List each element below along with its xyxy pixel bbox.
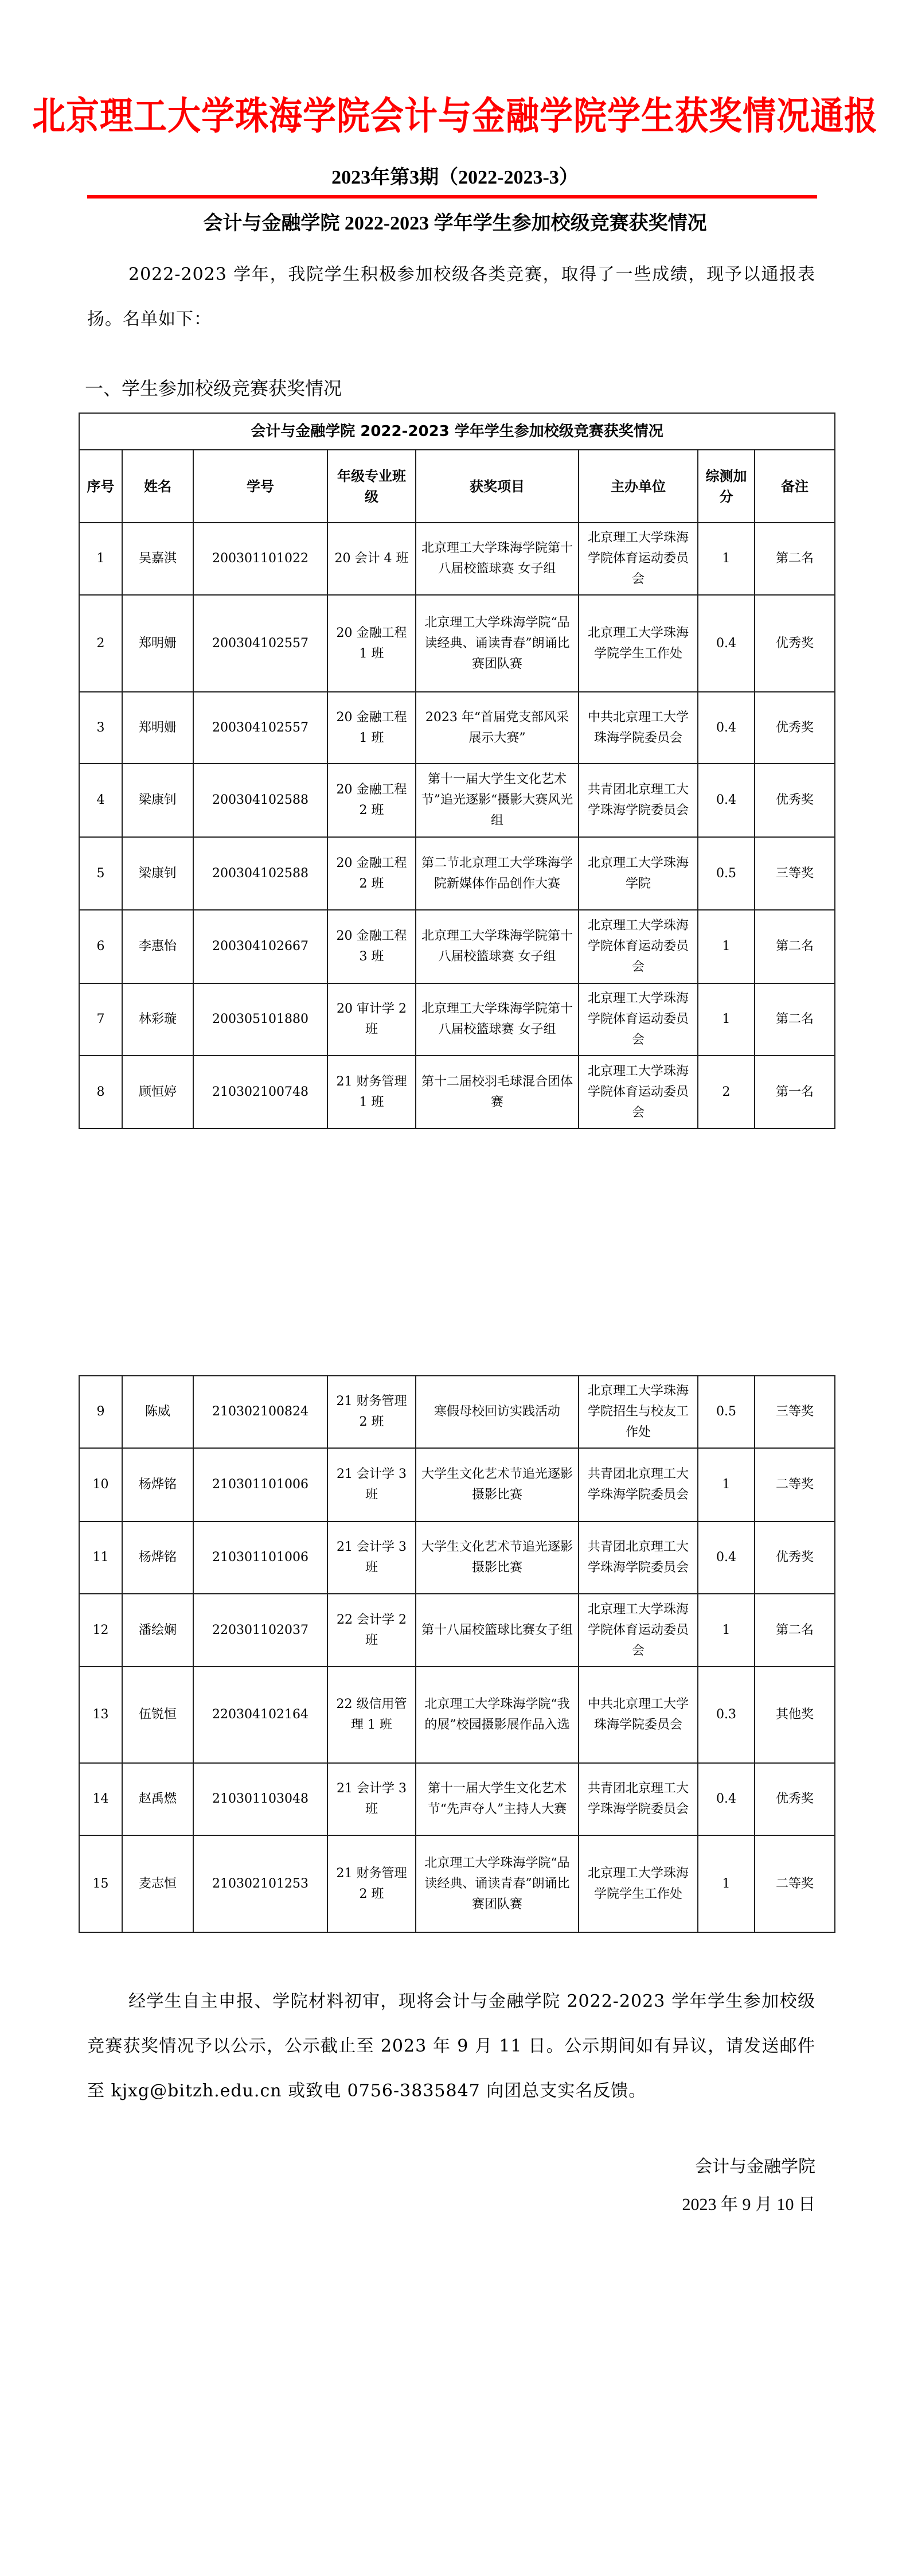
cell-project: 第十一届大学生文化艺术节“先声夺人”主持人大赛 bbox=[416, 1763, 579, 1835]
cell-note: 优秀奖 bbox=[755, 1763, 835, 1835]
cell-student-id: 200304102588 bbox=[193, 837, 327, 910]
table-row bbox=[79, 1056, 835, 1129]
cell-points: 0.4 bbox=[698, 1522, 755, 1594]
cell-points: 0.5 bbox=[698, 1376, 755, 1448]
cell-points: 2 bbox=[698, 1056, 755, 1129]
cell-no: 11 bbox=[79, 1522, 122, 1594]
awards-table-part2 bbox=[79, 1375, 835, 1933]
cell-name: 潘绘娴 bbox=[122, 1594, 193, 1667]
cell-organizer: 共青团北京理工大学珠海学院委员会 bbox=[579, 764, 698, 837]
cell-note: 优秀奖 bbox=[755, 595, 835, 692]
cell-no: 12 bbox=[79, 1594, 122, 1667]
cell-no: 8 bbox=[79, 1056, 122, 1129]
cell-student-id: 210301101006 bbox=[193, 1448, 327, 1522]
cell-no: 14 bbox=[79, 1763, 122, 1835]
cell-name: 李惠怡 bbox=[122, 910, 193, 983]
table-row bbox=[79, 595, 835, 692]
cell-student-id: 210301103048 bbox=[193, 1763, 327, 1835]
issue-number: 2023年第3期（2022-2023-3） bbox=[331, 167, 579, 188]
col-header-points: 综测加分 bbox=[698, 450, 755, 523]
cell-points: 1 bbox=[698, 910, 755, 983]
cell-project: 北京理工大学珠海学院第十八届校篮球赛 女子组 bbox=[416, 983, 579, 1056]
table-row bbox=[79, 1522, 835, 1594]
cell-name: 顾恒婷 bbox=[122, 1056, 193, 1129]
cell-class: 20 审计学 2 班 bbox=[327, 983, 416, 1056]
cell-organizer: 北京理工大学珠海学院体育运动委员会 bbox=[579, 910, 698, 983]
cell-student-id: 200304102557 bbox=[193, 692, 327, 764]
cell-note: 第二名 bbox=[755, 1594, 835, 1667]
cell-name: 吴嘉淇 bbox=[122, 523, 193, 595]
cell-project: 2023 年“首届党支部风采展示大赛” bbox=[416, 692, 579, 764]
cell-project: 北京理工大学珠海学院“品读经典、诵读青春”朗诵比赛团队赛 bbox=[416, 1835, 579, 1932]
cell-student-id: 210301101006 bbox=[193, 1522, 327, 1594]
cell-organizer: 北京理工大学珠海学院体育运动委员会 bbox=[579, 523, 698, 595]
cell-name: 梁康钊 bbox=[122, 837, 193, 910]
cell-student-id: 210302100824 bbox=[193, 1376, 327, 1448]
cell-name: 赵禹燃 bbox=[122, 1763, 193, 1835]
cell-student-id: 200304102588 bbox=[193, 764, 327, 837]
cell-class: 20 金融工程 1 班 bbox=[327, 692, 416, 764]
table-row bbox=[79, 692, 835, 764]
awards-table-part1 bbox=[79, 413, 835, 1129]
cell-project: 大学生文化艺术节追光逐影摄影比赛 bbox=[416, 1448, 579, 1522]
cell-no: 1 bbox=[79, 523, 122, 595]
cell-class: 21 财务管理 2 班 bbox=[327, 1376, 416, 1448]
cell-organizer: 北京理工大学珠海学院学生工作处 bbox=[579, 1835, 698, 1932]
cell-name: 麦志恒 bbox=[122, 1835, 193, 1932]
cell-no: 7 bbox=[79, 983, 122, 1056]
red-divider bbox=[87, 195, 817, 199]
table-row bbox=[79, 523, 835, 595]
cell-organizer: 北京理工大学珠海学院体育运动委员会 bbox=[579, 1056, 698, 1129]
cell-project: 第二节北京理工大学珠海学院新媒体作品创作大赛 bbox=[416, 837, 579, 910]
col-header-class: 年级专业班级 bbox=[327, 450, 416, 523]
cell-organizer: 北京理工大学珠海学院体育运动委员会 bbox=[579, 983, 698, 1056]
cell-class: 21 财务管理 1 班 bbox=[327, 1056, 416, 1129]
cell-note: 二等奖 bbox=[755, 1448, 835, 1522]
cell-project: 北京理工大学珠海学院第十八届校篮球赛 女子组 bbox=[416, 523, 579, 595]
signature-org: 会计与金融学院 bbox=[695, 2157, 815, 2176]
cell-student-id: 200305101880 bbox=[193, 983, 327, 1056]
cell-class: 21 会计学 3 班 bbox=[327, 1522, 416, 1594]
cell-points: 1 bbox=[698, 1594, 755, 1667]
cell-student-id: 200301101022 bbox=[193, 523, 327, 595]
cell-note: 第二名 bbox=[755, 983, 835, 1056]
main-title: 北京理工大学珠海学院会计与金融学院学生获奖情况通报 bbox=[32, 93, 878, 139]
table-row bbox=[79, 1448, 835, 1522]
cell-name: 林彩璇 bbox=[122, 983, 193, 1056]
cell-name: 陈威 bbox=[122, 1376, 193, 1448]
cell-organizer: 北京理工大学珠海学院招生与校友工作处 bbox=[579, 1376, 698, 1448]
cell-name: 梁康钊 bbox=[122, 764, 193, 837]
cell-note: 第一名 bbox=[755, 1056, 835, 1129]
cell-points: 0.4 bbox=[698, 1763, 755, 1835]
cell-no: 3 bbox=[79, 692, 122, 764]
col-header-organizer: 主办单位 bbox=[579, 450, 698, 523]
cell-project: 大学生文化艺术节追光逐影摄影比赛 bbox=[416, 1522, 579, 1594]
table-row bbox=[79, 1376, 835, 1448]
table-row bbox=[79, 1594, 835, 1667]
cell-student-id: 220304102164 bbox=[193, 1667, 327, 1763]
cell-note: 三等奖 bbox=[755, 1376, 835, 1448]
intro-paragraph: 2022-2023 学年，我院学生积极参加校级各类竞赛，取得了一些成绩，现予以通报表扬。名单如下： bbox=[87, 264, 815, 329]
cell-project: 北京理工大学珠海学院“我的展”校园摄影展作品入选 bbox=[416, 1667, 579, 1763]
cell-points: 1 bbox=[698, 983, 755, 1056]
table-row bbox=[79, 1667, 835, 1763]
cell-name: 郑明姗 bbox=[122, 692, 193, 764]
cell-organizer: 共青团北京理工大学珠海学院委员会 bbox=[579, 1522, 698, 1594]
cell-student-id: 200304102557 bbox=[193, 595, 327, 692]
table-row bbox=[79, 983, 835, 1056]
table-body-part2 bbox=[79, 1376, 835, 1932]
cell-class: 20 会计 4 班 bbox=[327, 523, 416, 595]
cell-class: 22 会计学 2 班 bbox=[327, 1594, 416, 1667]
cell-organizer: 中共北京理工大学珠海学院委员会 bbox=[579, 1667, 698, 1763]
cell-name: 杨烨铭 bbox=[122, 1448, 193, 1522]
table-row bbox=[79, 1835, 835, 1932]
col-header-student-id: 学号 bbox=[193, 450, 327, 523]
cell-class: 20 金融工程 1 班 bbox=[327, 595, 416, 692]
cell-note: 第二名 bbox=[755, 910, 835, 983]
cell-class: 20 金融工程 3 班 bbox=[327, 910, 416, 983]
cell-note: 优秀奖 bbox=[755, 1522, 835, 1594]
table-row bbox=[79, 910, 835, 983]
cell-project: 第十一届大学生文化艺术节”追光逐影“摄影大赛风光组 bbox=[416, 764, 579, 837]
table-row bbox=[79, 837, 835, 910]
cell-organizer: 北京理工大学珠海学院 bbox=[579, 837, 698, 910]
cell-class: 22 级信用管理 1 班 bbox=[327, 1667, 416, 1763]
cell-organizer: 北京理工大学珠海学院学生工作处 bbox=[579, 595, 698, 692]
cell-no: 13 bbox=[79, 1667, 122, 1763]
col-header-no: 序号 bbox=[79, 450, 122, 523]
cell-note: 三等奖 bbox=[755, 837, 835, 910]
document-heading: 会计与金融学院 2022-2023 学年学生参加校级竞赛获奖情况 bbox=[203, 213, 707, 234]
table-row bbox=[79, 764, 835, 837]
cell-organizer: 中共北京理工大学珠海学院委员会 bbox=[579, 692, 698, 764]
cell-project: 寒假母校回访实践活动 bbox=[416, 1376, 579, 1448]
cell-project: 第十二届校羽毛球混合团体赛 bbox=[416, 1056, 579, 1129]
cell-student-id: 200304102667 bbox=[193, 910, 327, 983]
table-body-part1 bbox=[79, 523, 835, 1129]
cell-student-id: 220301102037 bbox=[193, 1594, 327, 1667]
cell-points: 0.4 bbox=[698, 764, 755, 837]
cell-student-id: 210302101253 bbox=[193, 1835, 327, 1932]
cell-points: 1 bbox=[698, 523, 755, 595]
cell-points: 0.4 bbox=[698, 692, 755, 764]
cell-no: 9 bbox=[79, 1376, 122, 1448]
cell-note: 优秀奖 bbox=[755, 764, 835, 837]
cell-no: 5 bbox=[79, 837, 122, 910]
cell-organizer: 共青团北京理工大学珠海学院委员会 bbox=[579, 1763, 698, 1835]
col-header-name: 姓名 bbox=[122, 450, 193, 523]
cell-class: 20 金融工程 2 班 bbox=[327, 837, 416, 910]
cell-name: 杨烨铭 bbox=[122, 1522, 193, 1594]
table-caption: 会计与金融学院 2022-2023 学年学生参加校级竞赛获奖情况 bbox=[79, 413, 835, 450]
cell-points: 0.4 bbox=[698, 595, 755, 692]
cell-note: 第二名 bbox=[755, 523, 835, 595]
cell-no: 4 bbox=[79, 764, 122, 837]
cell-name: 郑明姗 bbox=[122, 595, 193, 692]
cell-no: 2 bbox=[79, 595, 122, 692]
cell-class: 21 会计学 3 班 bbox=[327, 1448, 416, 1522]
cell-note: 其他奖 bbox=[755, 1667, 835, 1763]
cell-class: 20 金融工程 2 班 bbox=[327, 764, 416, 837]
cell-note: 优秀奖 bbox=[755, 692, 835, 764]
signature-date: 2023 年 9 月 10 日 bbox=[682, 2195, 815, 2214]
col-header-project: 获奖项目 bbox=[416, 450, 579, 523]
cell-no: 6 bbox=[79, 910, 122, 983]
cell-organizer: 北京理工大学珠海学院体育运动委员会 bbox=[579, 1594, 698, 1667]
cell-points: 1 bbox=[698, 1835, 755, 1932]
cell-no: 15 bbox=[79, 1835, 122, 1932]
cell-organizer: 共青团北京理工大学珠海学院委员会 bbox=[579, 1448, 698, 1522]
cell-points: 0.3 bbox=[698, 1667, 755, 1763]
closing-paragraph: 经学生自主申报、学院材料初审，现将会计与金融学院 2022-2023 学年学生参加校级竞赛获奖情况予以公示，公示截止至 2023 年 9 月 11 日。公示期间如有异议，请发送邮件至 kjxg@bitzh.edu.cn 或致电 0756-3835847 向团总支实名反馈。 bbox=[87, 1991, 815, 2101]
cell-student-id: 210302100748 bbox=[193, 1056, 327, 1129]
cell-points: 1 bbox=[698, 1448, 755, 1522]
table-row bbox=[79, 1763, 835, 1835]
cell-class: 21 会计学 3 班 bbox=[327, 1763, 416, 1835]
cell-name: 伍锐恒 bbox=[122, 1667, 193, 1763]
cell-project: 第十八届校篮球比赛女子组 bbox=[416, 1594, 579, 1667]
cell-project: 北京理工大学珠海学院“品读经典、诵读青春”朗诵比赛团队赛 bbox=[416, 595, 579, 692]
cell-project: 北京理工大学珠海学院第十八届校篮球赛 女子组 bbox=[416, 910, 579, 983]
col-header-note: 备注 bbox=[755, 450, 835, 523]
cell-class: 21 财务管理 2 班 bbox=[327, 1835, 416, 1932]
cell-points: 0.5 bbox=[698, 837, 755, 910]
section-heading: 一、学生参加校级竞赛获奖情况 bbox=[85, 378, 342, 399]
cell-no: 10 bbox=[79, 1448, 122, 1522]
cell-note: 二等奖 bbox=[755, 1835, 835, 1932]
